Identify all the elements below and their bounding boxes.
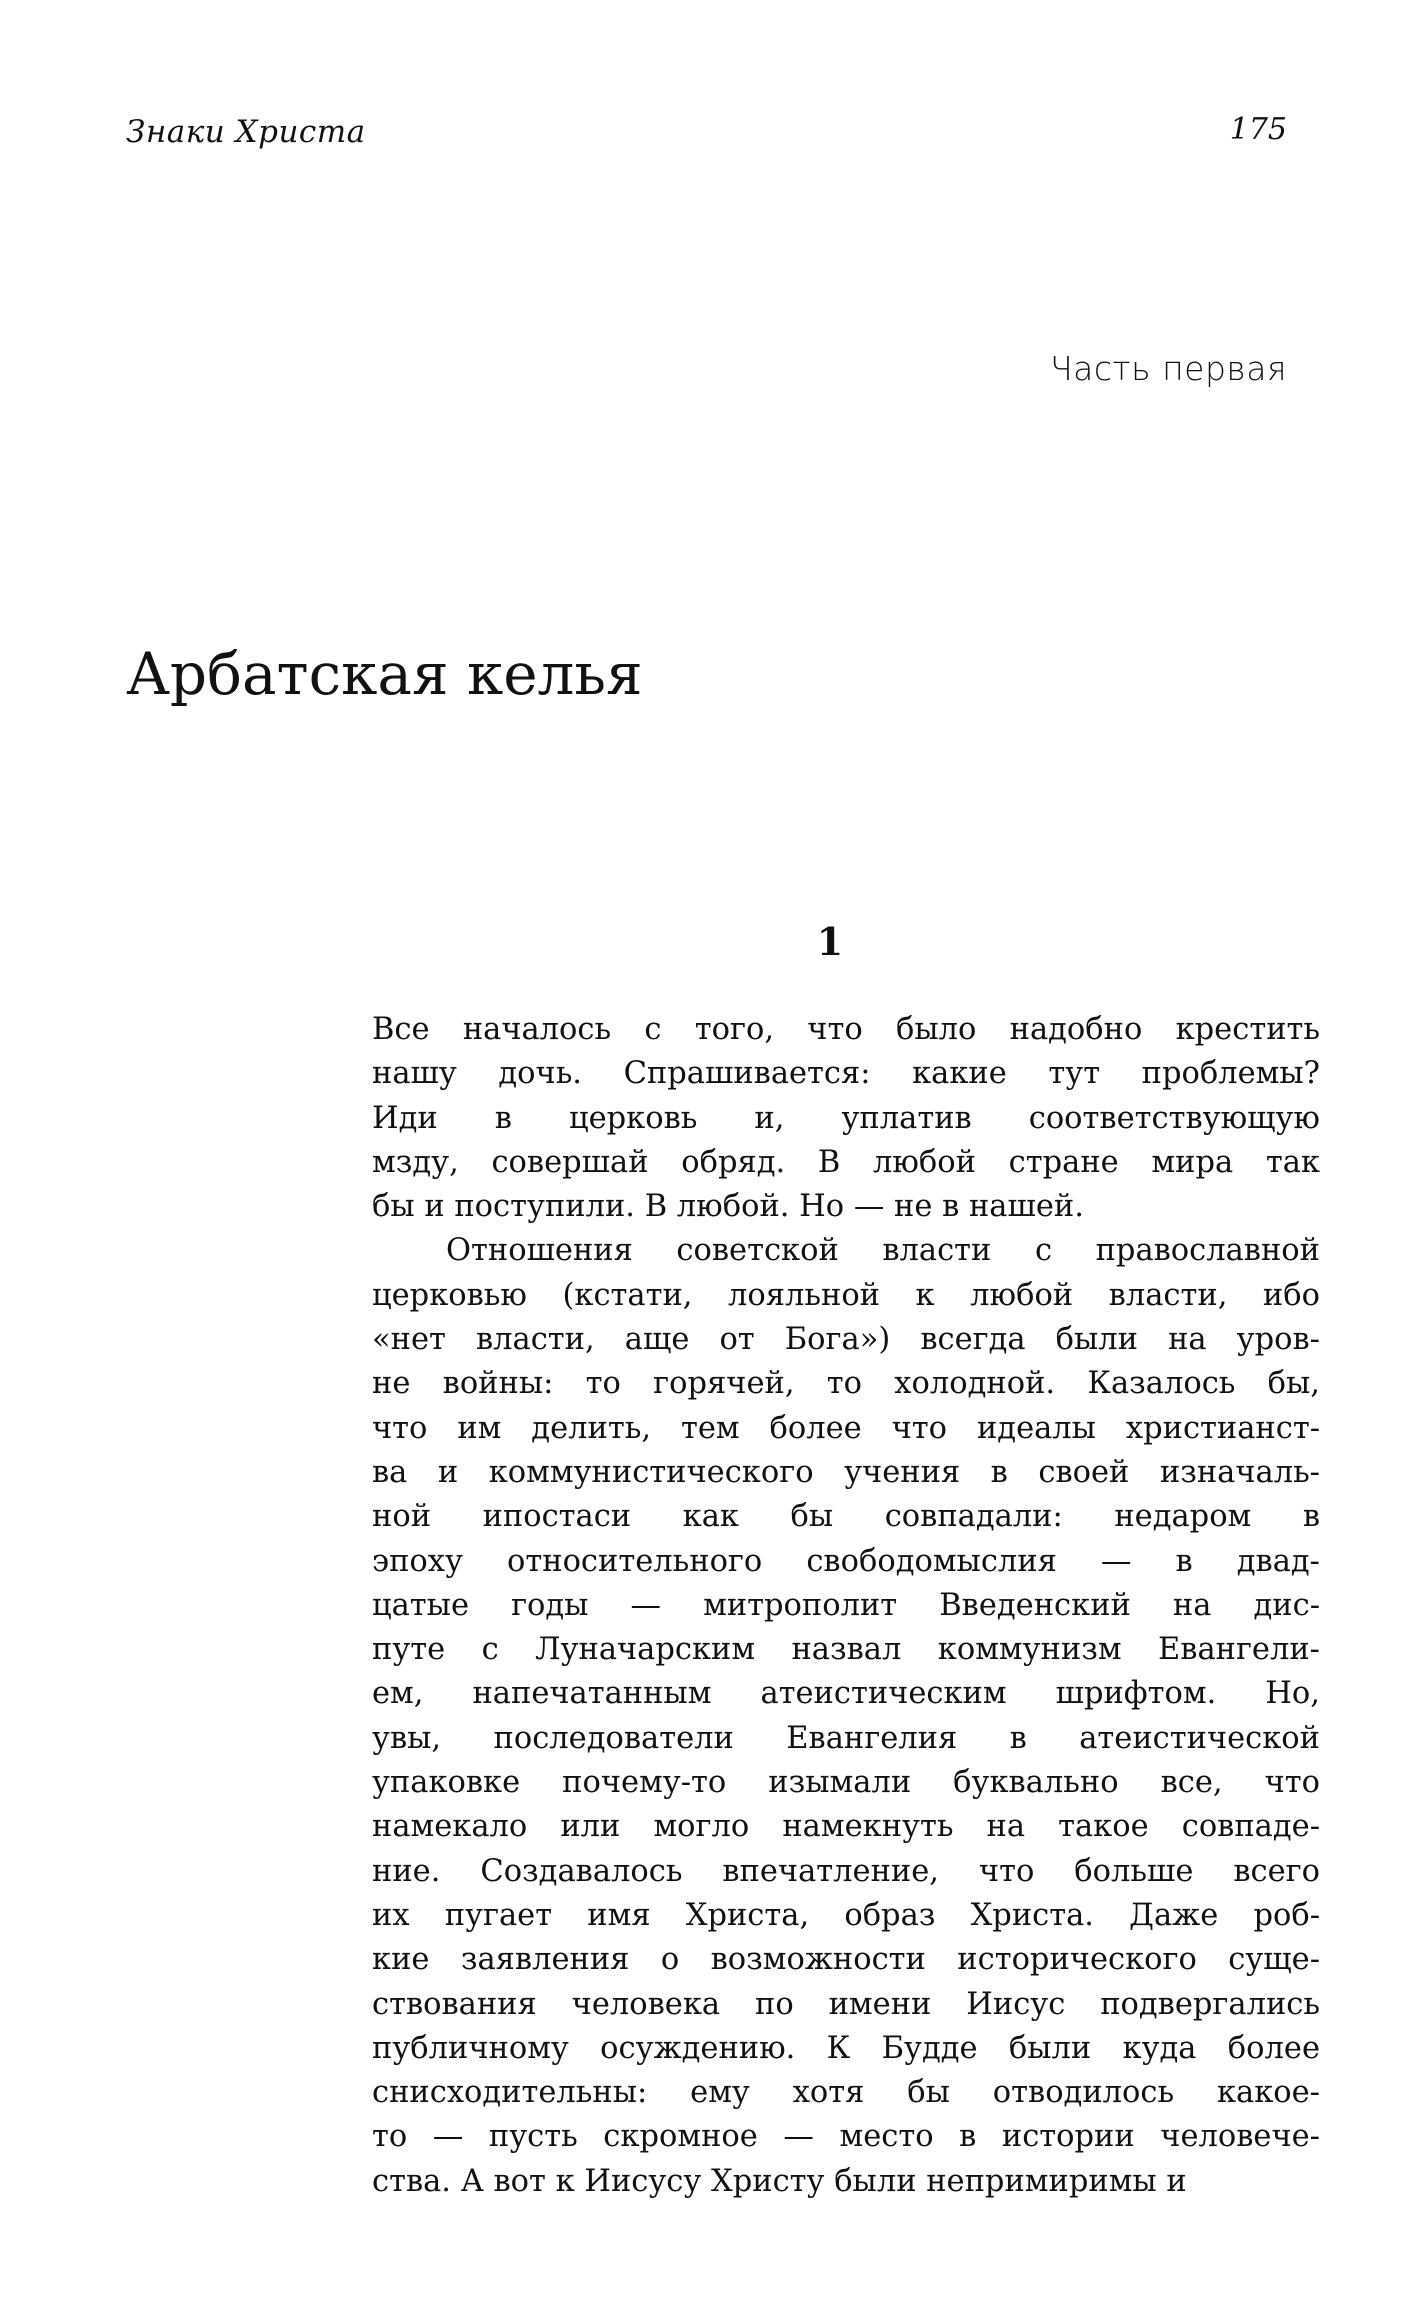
text-line: упаковке почему-то изымали буквально все, что: [372, 1765, 1320, 1801]
text-line: церковью (кстати, лояльной к любой власти, ибо: [372, 1277, 1320, 1313]
text-line: Отношения советской власти с православной: [446, 1233, 1320, 1269]
running-title: Знаки Христа: [126, 114, 366, 150]
text-line: что им делить, тем более что идеалы христианст-: [372, 1410, 1320, 1446]
text-line: ем, напечатанным атеистическим шрифтом. Но,: [372, 1676, 1320, 1712]
text-line: эпоху относительного свободомыслия — в двад-: [372, 1543, 1320, 1579]
part-label: Часть первая: [1050, 349, 1287, 388]
text-line: Все началось с того, что было надобно крестить: [372, 1012, 1320, 1047]
text-line: публичному осуждению. К Будде были куда более: [372, 2030, 1320, 2066]
text-line: их пугает имя Христа, образ Христа. Даже роб-: [372, 1897, 1320, 1933]
text-line: то — пусть скромное — место в истории человече-: [372, 2119, 1320, 2155]
text-line: «нет власти, аще от Бога») всегда были на уров-: [372, 1322, 1320, 1358]
text-line: ной ипостаси как бы совпадали: недаром в: [372, 1499, 1320, 1535]
text-line: снисходительны: ему хотя бы отводилось какое-: [372, 2075, 1320, 2111]
text-line: Иди в церковь и, уплатив соответствующую: [372, 1100, 1320, 1136]
text-line: увы, последователи Евангелия в атеистической: [372, 1720, 1320, 1756]
text-line: ние. Создавалось впечатление, что больше всего: [372, 1853, 1320, 1889]
section-number: 1: [816, 919, 844, 964]
text-line: ства. А вот к Иисусу Христу были непримиримы и: [372, 2163, 1187, 2199]
page-number: 175: [1229, 112, 1287, 147]
text-line: бы и поступили. В любой. Но — не в нашей.: [372, 1189, 1084, 1225]
body-text: [372, 1008, 1320, 2204]
text-line: намекало или могло намекнуть на такое совпаде-: [372, 1809, 1320, 1845]
text-line: цатые годы — митрополит Введенский на дис-: [372, 1587, 1320, 1623]
text-line: ствования человека по имени Иисус подвергались: [372, 1986, 1320, 2022]
text-line: не войны: то горячей, то холодной. Казалось бы,: [372, 1366, 1320, 1402]
text-line: путе с Луначарским назвал коммунизм Евангели-: [372, 1632, 1320, 1668]
text-line: нашу дочь. Спрашивается: какие тут проблемы?: [372, 1056, 1320, 1092]
chapter-title: Арбатская келья: [126, 640, 643, 708]
text-line: мзду, совершай обряд. В любой стране мира так: [372, 1144, 1320, 1180]
text-line: ва и коммунистического учения в своей изначаль-: [372, 1454, 1320, 1490]
text-line: кие заявления о возможности исторического суще-: [372, 1942, 1320, 1978]
